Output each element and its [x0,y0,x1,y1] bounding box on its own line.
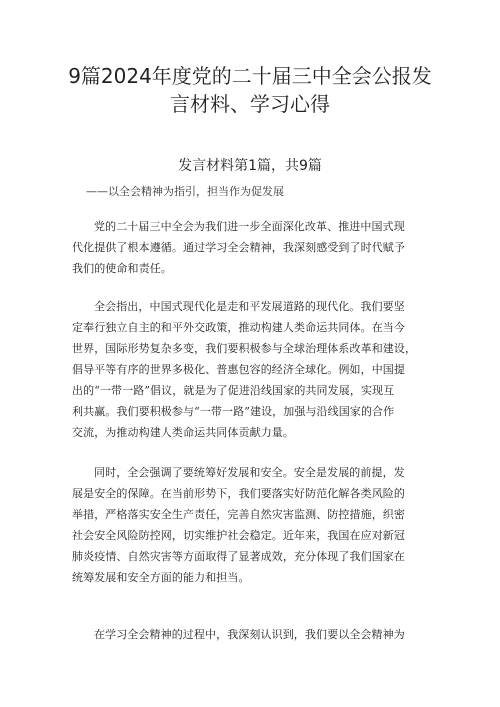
paragraph-line: 世界，国际形势复杂多变，我们要积极参与全球治理体系改革和建设， [72,342,417,355]
document-title-line-1: 9篇2024年度党的二十届三中全会公报发 [68,64,432,88]
paragraph-line: 在学习全会精神的过程中，我深刻认识到，我们要以全会精神为 [94,628,405,641]
document-title-line-2: 言材料、学习心得 [170,92,330,116]
paragraph-line: 出的“一带一路”倡议，就是为了促进沿线国家的共同发展，实现互 [72,384,395,397]
section-heading: 发言材料第1篇，共9篇 [178,158,322,174]
paragraph-line: 同时，全会强调了要统筹好发展和安全。安全是发展的前提，发 [94,466,405,479]
section-subtitle: ——以全会精神为指引，担当作为促发展 [86,185,284,198]
paragraph-4 [72,624,430,645]
paragraph-line: 社会安全风险防控网，切实维护社会稳定。近年来，我国在应对新冠 [72,529,405,542]
paragraph-line: 我们的使命和责任。 [72,262,172,275]
paragraph-line: 展是安全的保障。在当前形势下，我们要落实好防范化解各类风险的 [72,487,405,500]
paragraph-line: 肺炎疫情、自然灾害等方面取得了显著成效，充分体现了我们国家在 [72,550,405,563]
paragraph-line: 全会指出，中国式现代化是走和平发展道路的现代化。我们要坚 [94,300,405,313]
document-title [60,62,440,118]
paragraph-line: 交流，为推动构建人类命运共同体贡献力量。 [72,426,294,439]
paragraph-line: 代化提供了根本遵循。通过学习全会精神，我深刻感受到了时代赋予 [72,241,405,254]
paragraph-line: 举措，严格落实安全生产责任，完善自然灾害监测、防控措施，织密 [72,508,405,521]
paragraph-3 [72,462,430,588]
paragraph-line: 统筹发展和安全方面的能力和担当。 [72,571,250,584]
paragraph-2 [72,296,430,443]
paragraph-line: 党的二十届三中全会为我们进一步全面深化改革、推进中国式现 [94,220,405,233]
paragraph-1 [72,216,430,279]
paragraph-line: 利共赢。我们要积极参与“一带一路”建设，加强与沿线国家的合作 [72,405,395,418]
paragraph-line: 定奉行独立自主的和平外交政策，推动构建人类命运共同体。在当今 [72,321,405,334]
paragraph-line: 倡导平等有序的世界多极化、普惠包容的经济全球化。例如，中国提 [72,363,405,376]
